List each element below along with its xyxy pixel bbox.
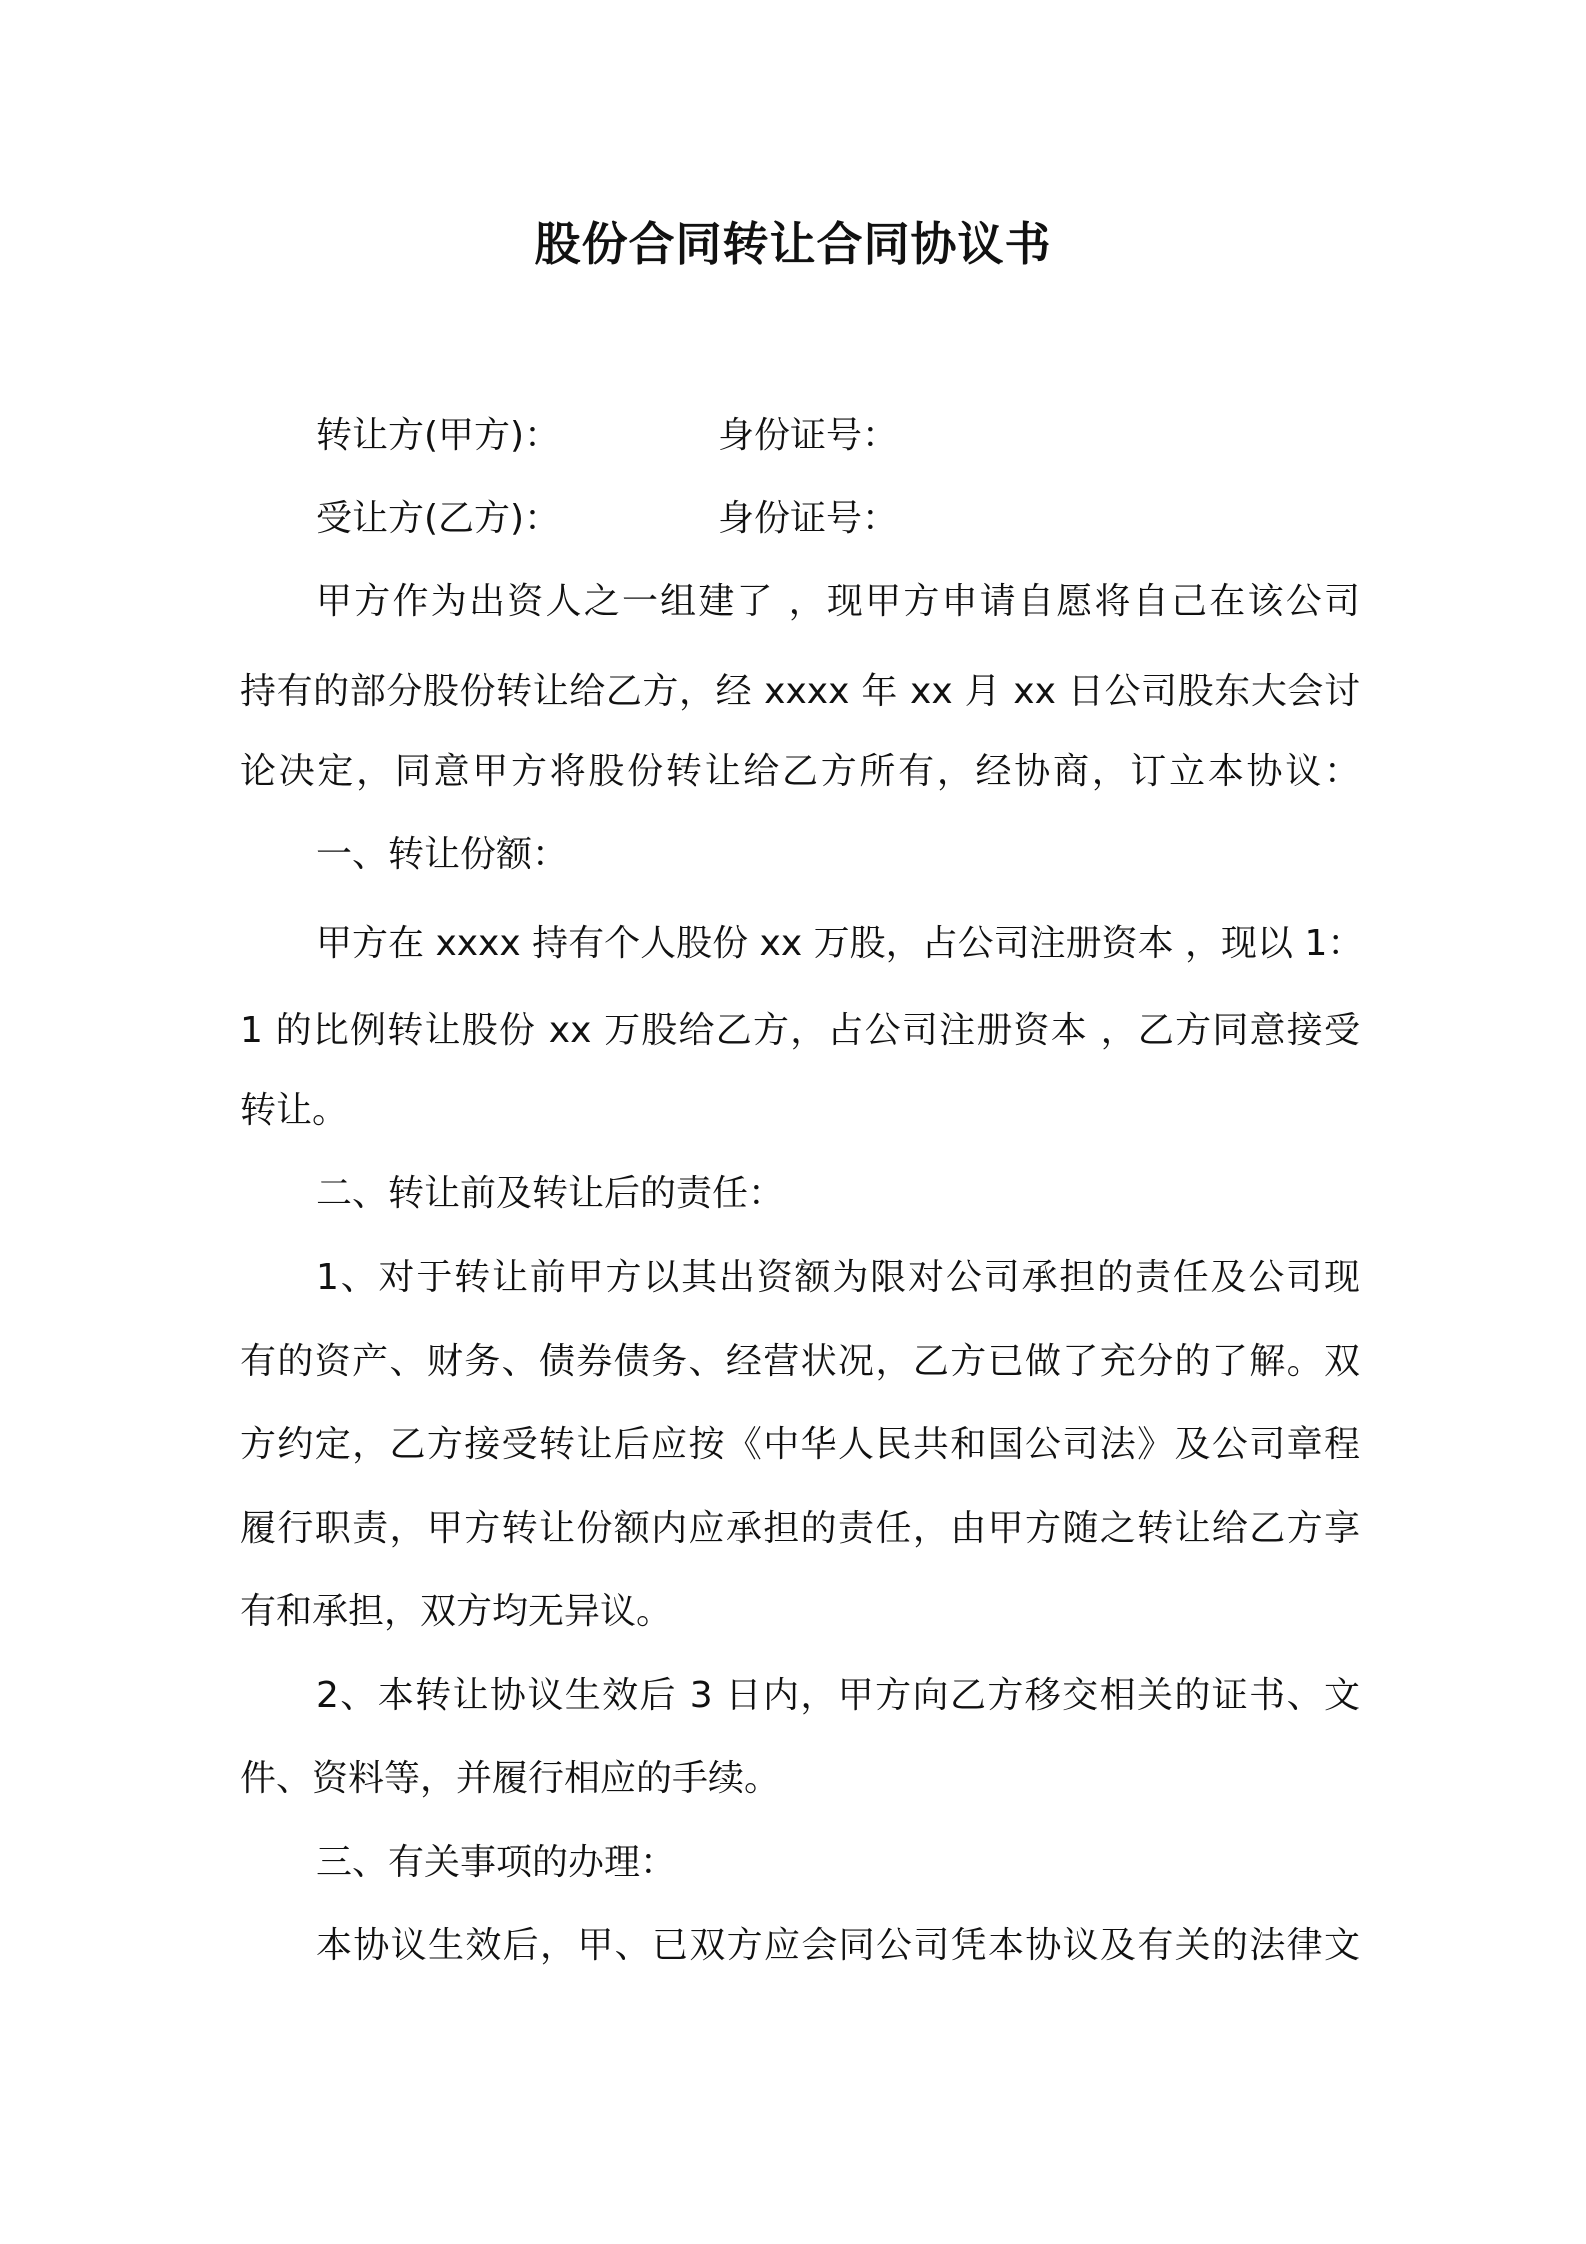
- document-title: 股份合同转让合同协议书: [534, 217, 1052, 271]
- body-line: 件、资料等，并履行相应的手续。: [240, 1758, 781, 1799]
- transferee-label: 受让方(乙方)：: [316, 498, 561, 539]
- body-line: 甲方在 xxxx 持有个人股份 xx 万股，占公司注册资本 ，现以 1：: [316, 923, 1364, 964]
- body-line: 1 的比例转让股份 xx 万股给乙方，占公司注册资本 ，乙方同意接受: [240, 1010, 1360, 1051]
- body-line: 本协议生效后，甲、已双方应会同公司凭本协议及有关的法律文: [316, 1925, 1360, 1966]
- section-heading-1: 一、转让份额：: [316, 834, 569, 875]
- body-line: 有和承担，双方均无异议。: [240, 1591, 673, 1632]
- transferor-id-label: 身份证号：: [718, 415, 899, 456]
- body-line: 甲方作为出资人之一组建了 ，现甲方申请自愿将自己在该公司: [316, 581, 1360, 622]
- body-line: 履行职责，甲方转让份额内应承担的责任，由甲方随之转让给乙方享: [240, 1508, 1360, 1549]
- section-heading-2: 二、转让前及转让后的责任：: [316, 1173, 785, 1214]
- body-line: 持有的部分股份转让给乙方，经 xxxx 年 xx 月 xx 日公司股东大会讨: [240, 671, 1360, 712]
- body-line: 有的资产、财务、债券债务、经营状况，乙方已做了充分的了解。双: [240, 1341, 1360, 1382]
- body-line: 转让。: [240, 1090, 349, 1131]
- body-line: 方约定，乙方接受转让后应按《中华人民共和国公司法》及公司章程: [240, 1424, 1360, 1465]
- section-heading-3: 三、有关事项的办理：: [316, 1842, 677, 1883]
- transferor-label: 转让方(甲方)：: [316, 415, 561, 456]
- body-line: 1、对于转让前甲方以其出资额为限对公司承担的责任及公司现: [316, 1257, 1360, 1298]
- body-line: 2、本转让协议生效后 3 日内，甲方向乙方移交相关的证书、文: [316, 1675, 1360, 1716]
- transferee-id-label: 身份证号：: [718, 498, 899, 539]
- body-line: 论决定，同意甲方将股份转让给乙方所有，经协商，订立本协议：: [240, 751, 1360, 792]
